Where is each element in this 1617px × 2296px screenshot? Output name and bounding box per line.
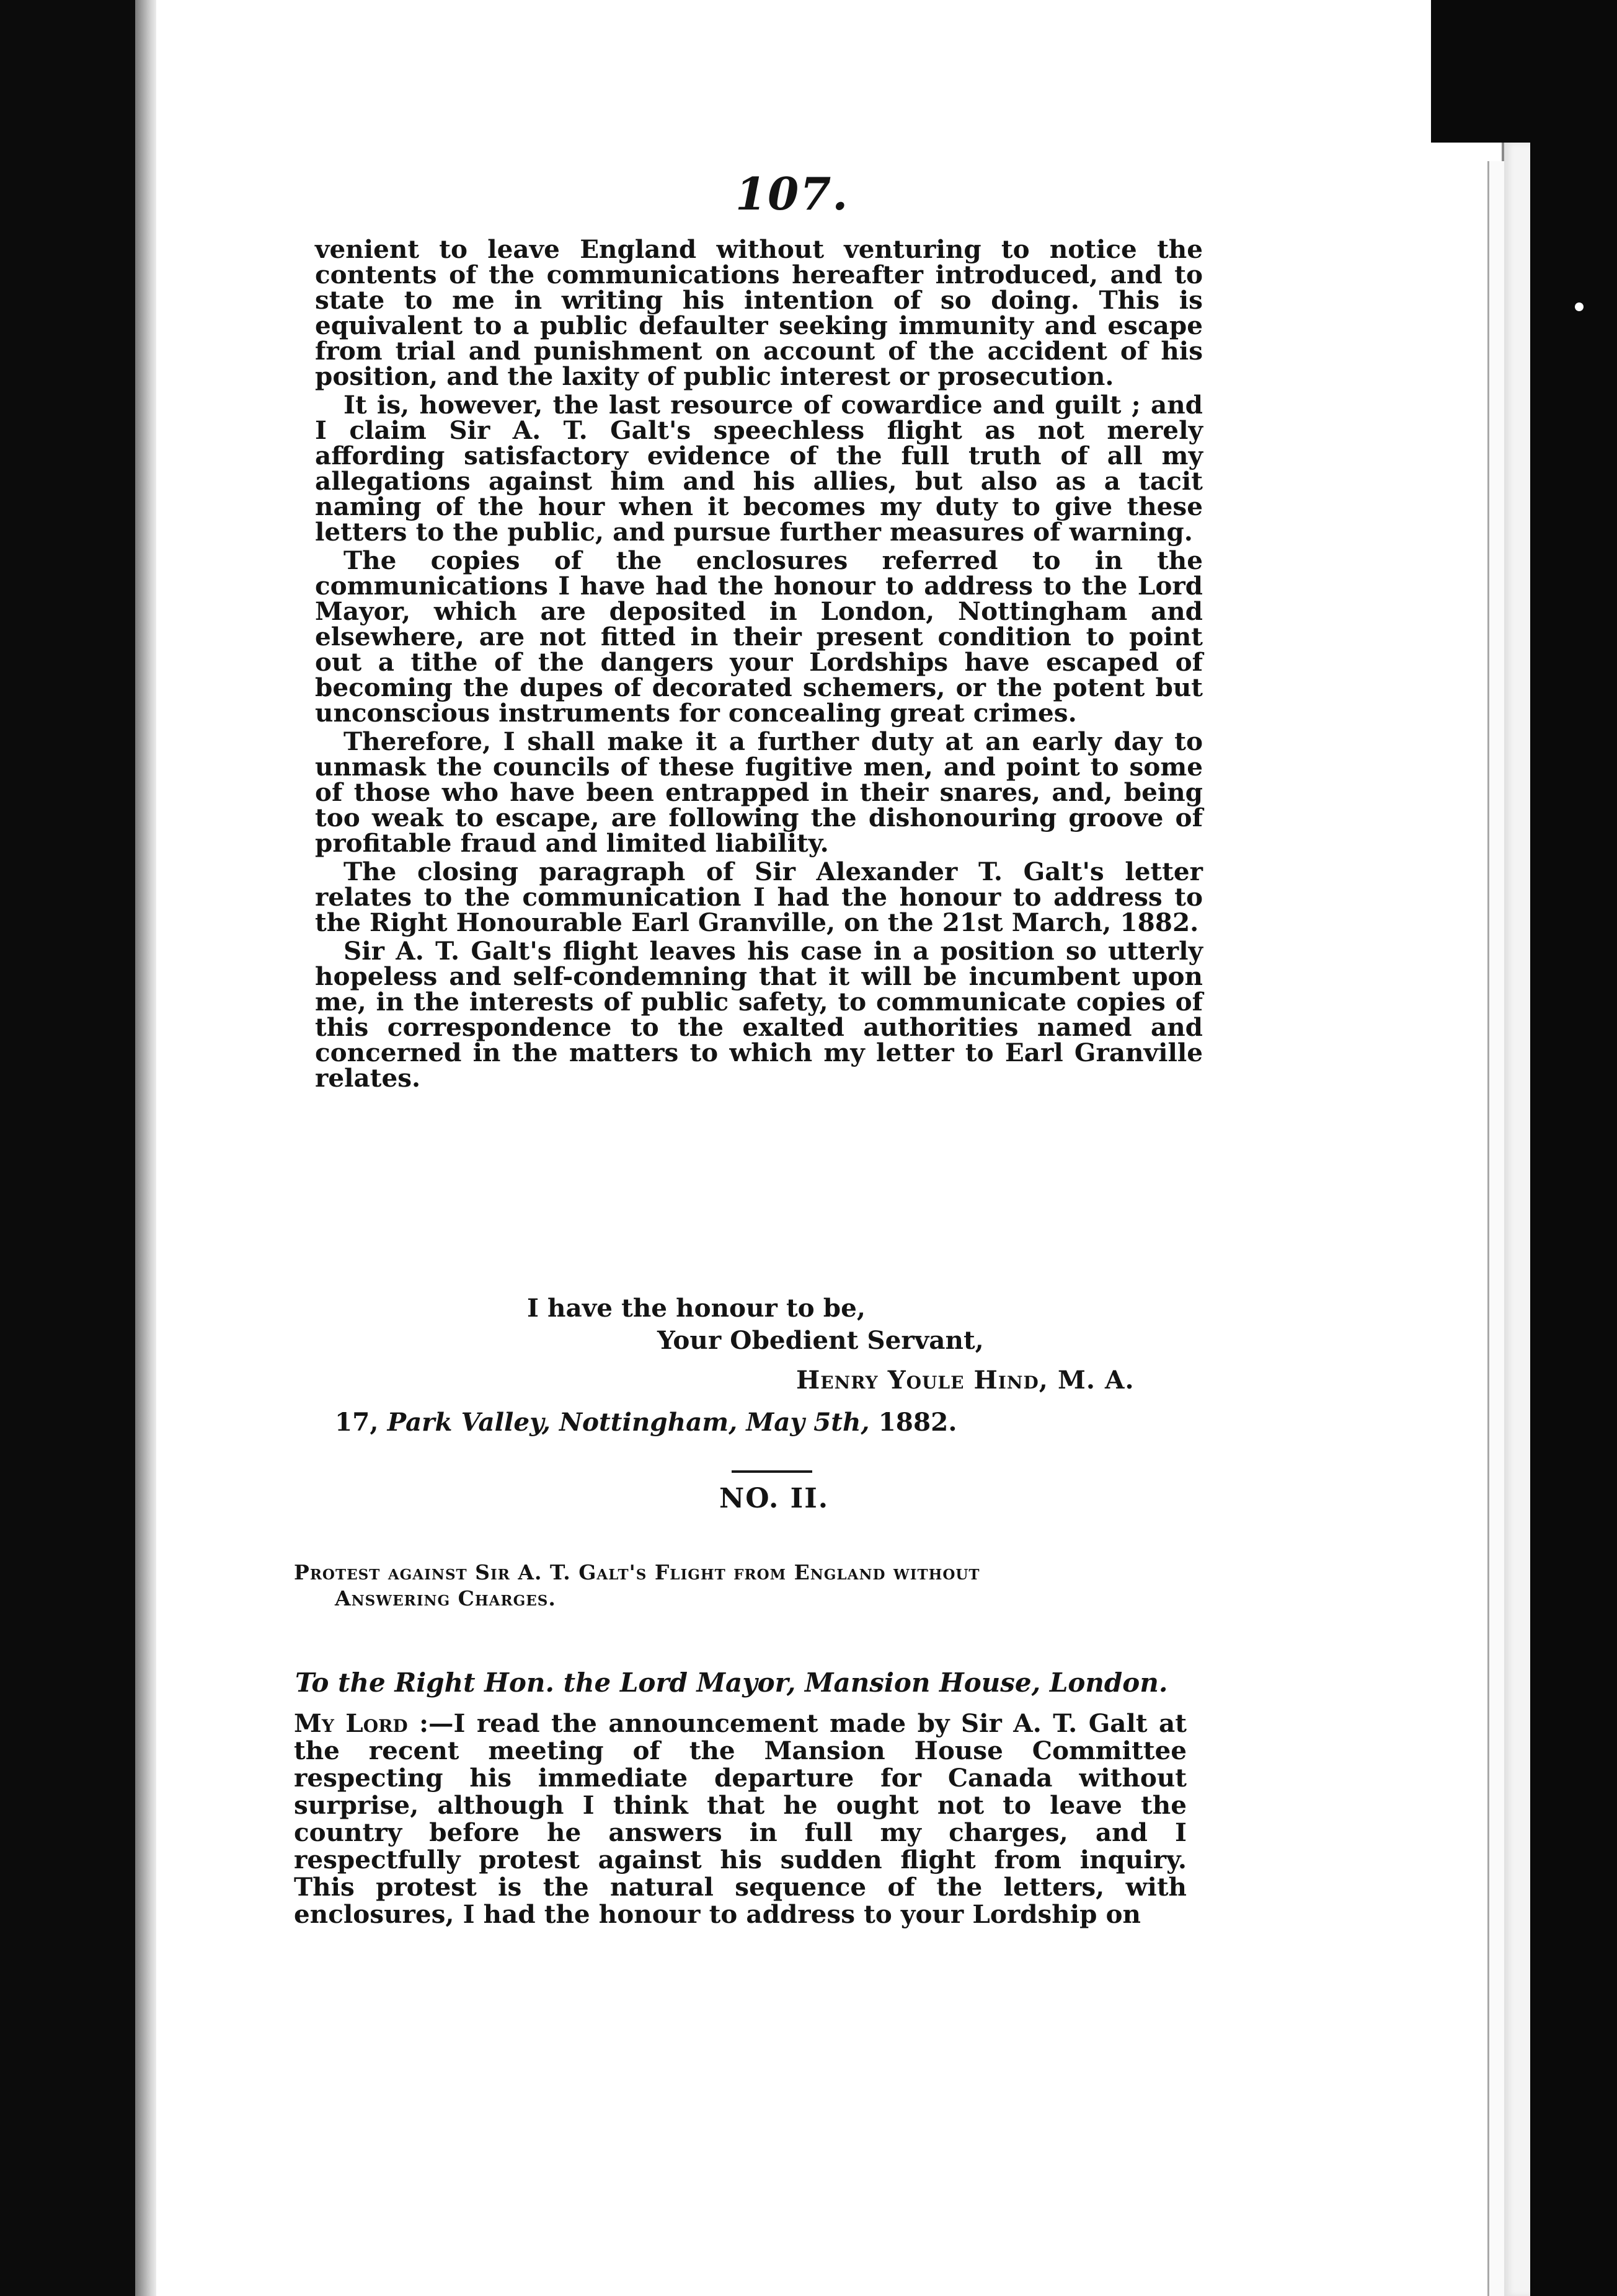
- scan-left-border: [0, 0, 135, 2296]
- date-place: Park Valley, Nottingham, May 5th,: [387, 1407, 870, 1437]
- section-divider: [732, 1470, 812, 1473]
- page-number: 107.: [735, 167, 849, 220]
- body-paragraph: The copies of the enclosures referred to in the communications I have had the honour to address to the Lord Mayor, which are deposited in London, Nottingham and elsewhere, are not fitted in their present condition to point out a tithe of the dangers your Lordships have escaped of becoming the dupes of decorated schemers, or the potent but unconscious instruments for concealing great crimes.: [315, 545, 1203, 728]
- heading-line: Answering Charges.: [335, 1586, 556, 1610]
- closing-line: Your Obedient Servant,: [657, 1325, 984, 1355]
- letter-address: To the Right Hon. the Lord Mayor, Mansion House, London.: [295, 1667, 1168, 1698]
- scan-right-border: [1530, 0, 1617, 2296]
- heading-line: Protest against Sir A. T. Galt's Flight from England without: [294, 1560, 980, 1584]
- letter-text: —I read the announcement made by Sir A. T. Galt at the recent meeting of the Mansion House Committee respecting his immediate departure for Canada without surprise, although I think that he ought not to leave the country before he answers in full my charges, and I respectfully protest against his sudden flight from inquiry. This protest is the natural sequence of the letters, with enclosures, I had the honour to address to your Lordship on: [294, 1708, 1187, 1929]
- body-text: [315, 234, 1203, 1094]
- section-heading: [294, 1560, 1193, 1612]
- body-paragraph: Sir A. T. Galt's flight leaves his case in a position so utterly hopeless and self-condemning that it will be incumbent upon me, in the interests of public safety, to communicate copies of this correspondence to the exalted authorities named and concerned in the matters to which my letter to Earl Granville relates.: [315, 936, 1203, 1093]
- page-edge-right: [1502, 143, 1530, 2296]
- body-paragraph: Therefore, I shall make it a further duty at an early day to unmask the councils of these fugitive men, and point to some of those who have been entrapped in their snares, and, being too weak to escape, are following the dishonouring groove of profitable fraud and limited liability.: [315, 726, 1203, 858]
- closing-line: I have the honour to be,: [527, 1293, 866, 1323]
- signature: Henry Youle Hind, M. A.: [796, 1365, 1135, 1395]
- section-number: NO. II.: [719, 1483, 830, 1514]
- date-year: 1882.: [878, 1407, 957, 1437]
- date-line: [335, 1407, 957, 1437]
- letter-body: [294, 1710, 1187, 1928]
- binding-gutter: [135, 0, 156, 2296]
- date-number: 17,: [335, 1407, 379, 1437]
- body-paragraph: The closing paragraph of Sir Alexander T. Galt's letter relates to the communication I had the honour to address to the Right Honourable Earl Granville, on the 21st March, 1882.: [315, 857, 1203, 937]
- body-paragraph: venient to leave England without venturing to notice the contents of the communications hereafter introduced, and to state to me in writing his intention of so doing. This is equivalent to a public defaulter seeking immunity and escape from trial and punishment on account of the accident of his position, and the laxity of public interest or prosecution.: [315, 234, 1203, 391]
- salutation: My Lord :: [294, 1708, 429, 1738]
- body-paragraph: It is, however, the last resource of cowardice and guilt ; and I claim Sir A. T. Galt's speechless flight as not merely affording satisfactory evidence of the full truth of all my allegations against him and his allies, but also as a tacit naming of the hour when it becomes my duty to give these letters to the public, and pursue further measures of warning.: [315, 390, 1203, 547]
- page-edge-right-inner: [1487, 161, 1504, 2296]
- scan-speck: [1575, 302, 1584, 311]
